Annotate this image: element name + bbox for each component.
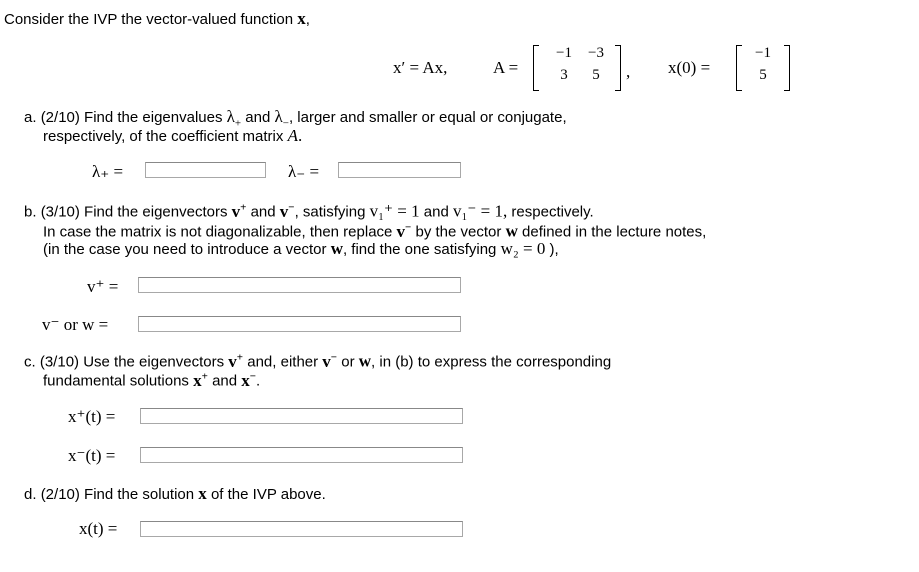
w-symbol: w xyxy=(505,221,518,241)
part-a-label: a. xyxy=(24,109,37,126)
part-b-line1 xyxy=(24,201,594,222)
part-c-and: and xyxy=(212,372,238,390)
intro-text-before: Consider the IVP the vector-valued function xyxy=(4,11,294,28)
part-a-period: . xyxy=(297,126,303,145)
matrix-a-cell: −1 xyxy=(556,45,572,61)
part-d-var: x xyxy=(198,484,207,503)
lambda-minus-label: λ₋ = xyxy=(288,162,320,181)
part-b-and: and xyxy=(250,203,276,221)
part-c-text-3: , in (b) to express the corresponding xyxy=(371,353,612,371)
part-d-text: (2/10) Find the solution xyxy=(40,486,195,503)
matrix-a-label: A = xyxy=(493,58,519,77)
v-minus-symbol: v− xyxy=(279,201,295,221)
part-b-cond1: v₁⁺ = 1 xyxy=(369,201,420,221)
x-plus-symbol: x+ xyxy=(193,370,208,390)
right-bracket xyxy=(784,45,790,91)
intro-text xyxy=(4,9,310,29)
part-d-label: d. xyxy=(24,486,37,503)
v-minus-symbol: v− xyxy=(322,351,338,371)
x-solution-label: x(t) = xyxy=(79,519,118,538)
x-plus-input[interactable] xyxy=(140,408,463,424)
x-plus-label: x⁺(t) = xyxy=(68,407,116,426)
part-a-matrix: A xyxy=(287,126,298,145)
matrix-a-cell: 5 xyxy=(592,67,600,83)
system-equation: x′ = Ax, xyxy=(393,58,448,77)
x-minus-input[interactable] xyxy=(140,447,463,463)
x0-vector xyxy=(736,45,790,89)
w-symbol: w xyxy=(358,351,372,371)
part-b-text-4: defined in the lecture notes, xyxy=(522,223,707,241)
matrix-a xyxy=(533,45,621,89)
part-c-or: or xyxy=(341,353,355,371)
part-a-text: (2/10) Find the eigenvalues xyxy=(40,109,223,126)
lambda-plus-symbol: $\lambda_+$ xyxy=(226,107,242,130)
part-b-text: (3/10) Find the eigenvectors xyxy=(40,203,228,221)
part-b-and2: and xyxy=(423,203,449,221)
part-c-line1 xyxy=(24,351,611,372)
part-c-text-2: and, either xyxy=(247,353,319,371)
part-b-text-3: by the vector xyxy=(415,223,502,241)
v-plus-input[interactable] xyxy=(138,277,461,293)
lambda-minus-symbol: $\lambda_-$ xyxy=(274,107,289,130)
x-solution-input[interactable] xyxy=(140,521,463,537)
part-b-cond2: v₁⁻ = 1, xyxy=(453,201,508,221)
part-b-cond3: w₂ = 0 xyxy=(500,239,546,258)
part-a-text-2: , larger and smaller or equal or conjugate, xyxy=(288,109,567,126)
v-plus-symbol: v+ xyxy=(231,201,247,221)
v-plus-label: v⁺ = xyxy=(87,277,119,296)
matrix-a-cell: 3 xyxy=(560,67,568,83)
lambda-minus-input[interactable] xyxy=(338,162,461,178)
left-bracket xyxy=(533,45,539,91)
intro-var: x xyxy=(297,9,306,28)
left-bracket xyxy=(736,45,742,91)
part-b-respectively: respectively. xyxy=(511,203,594,221)
part-b-line3-end: ), xyxy=(549,241,559,258)
part-d-line xyxy=(24,484,326,504)
part-c-text: (3/10) Use the eigenvectors xyxy=(39,353,225,371)
part-c-text-4: fundamental solutions xyxy=(43,372,189,390)
part-a-line2 xyxy=(43,126,302,146)
part-d-text-2: of the IVP above. xyxy=(210,486,326,503)
x0-cell: −1 xyxy=(755,45,771,61)
x-minus-label: x⁻(t) = xyxy=(68,446,116,465)
v-minus-or-w-input[interactable] xyxy=(138,316,461,332)
x-minus-symbol: x− xyxy=(241,370,257,390)
matrix-a-cell: −3 xyxy=(588,45,604,61)
part-b-label: b. xyxy=(24,203,37,221)
part-b-line3 xyxy=(43,239,559,259)
right-bracket xyxy=(615,45,621,91)
x0-cell: 5 xyxy=(759,67,767,83)
v-minus-or-w-label: v⁻ or w = xyxy=(42,315,109,334)
x0-label: x(0) = xyxy=(668,58,711,77)
part-a-and: and xyxy=(245,109,271,126)
part-b-satisfying: , satisfying xyxy=(294,203,366,221)
part-b-text-5: (in the case you need to introduce a vector xyxy=(43,241,327,258)
v-plus-symbol: v+ xyxy=(228,351,244,371)
equation-comma: , xyxy=(626,62,631,81)
part-c-label: c. xyxy=(24,353,36,371)
w-symbol: w xyxy=(330,239,343,258)
lambda-plus-input[interactable] xyxy=(145,162,266,178)
part-b-text-2: In case the matrix is not diagonalizable, then replace xyxy=(43,223,393,241)
v-minus-symbol: v− xyxy=(396,221,412,241)
part-c-period: . xyxy=(256,372,261,390)
lambda-plus-label: λ₊ = xyxy=(92,162,124,181)
part-a-text-3: respectively, of the coefficient matrix xyxy=(43,128,284,145)
part-c-line2 xyxy=(43,370,260,391)
intro-text-after: , xyxy=(305,11,310,28)
part-b-text-6: , find the one satisfying xyxy=(342,241,497,258)
